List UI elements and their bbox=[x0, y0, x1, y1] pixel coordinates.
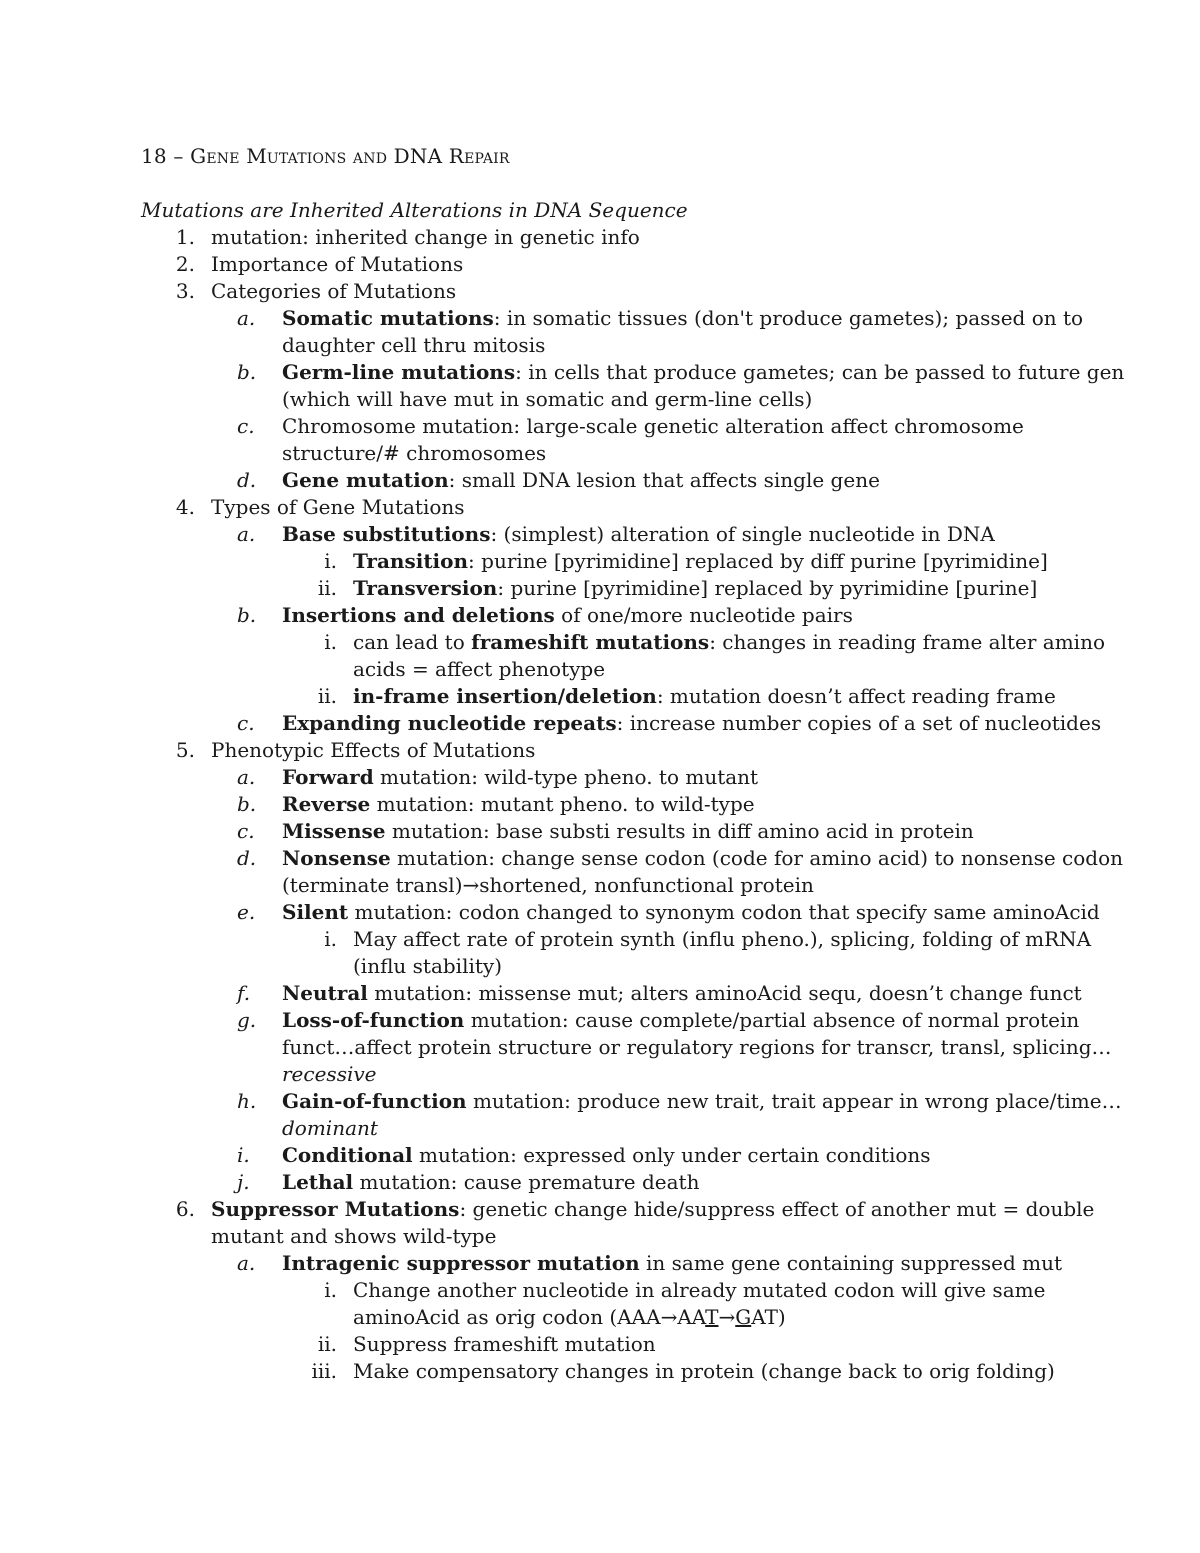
list-item: h. Gain-of-function mutation: produce new trait, trait appear in wrong place/time… bbox=[237, 1089, 1122, 1113]
list-item: g. Loss-of-function mutation: cause complete/partial absence of normal protein bbox=[237, 1008, 1080, 1032]
list-item: 4. Types of Gene Mutations bbox=[175, 495, 465, 519]
list-item: i. Conditional mutation: expressed only under certain conditions bbox=[237, 1143, 931, 1167]
list-item: i. Change another nucleotide in already mutated codon will give same bbox=[324, 1278, 1046, 1302]
list-item: b. Germ-line mutations: in cells that produce gametes; can be passed to future gen bbox=[237, 360, 1125, 384]
list-item-continuation: acids = affect phenotype bbox=[353, 657, 606, 681]
list-item: c. Chromosome mutation: large-scale genetic alteration affect chromosome bbox=[237, 414, 1024, 438]
list-item-continuation: (which will have mut in somatic and germ-line cells) bbox=[282, 387, 813, 411]
list-item: c. Expanding nucleotide repeats: increase number copies of a set of nucleotides bbox=[237, 711, 1102, 735]
document-title bbox=[141, 142, 1071, 170]
list-item: b. Insertions and deletions of one/more nucleotide pairs bbox=[237, 603, 853, 627]
list-item: a. Forward mutation: wild-type pheno. to mutant bbox=[237, 765, 759, 789]
list-item: i. can lead to frameshift mutations: changes in reading frame alter amino bbox=[324, 630, 1106, 654]
list-item: d. Nonsense mutation: change sense codon (code for amino acid) to nonsense codon bbox=[237, 846, 1124, 870]
list-item: e. Silent mutation: codon changed to synonym codon that specify same aminoAcid bbox=[237, 900, 1100, 924]
list-item: a. Somatic mutations: in somatic tissues (don't produce gametes); passed on to bbox=[237, 306, 1084, 330]
list-item: ii. Transversion: purine [pyrimidine] replaced by pyrimidine [purine] bbox=[317, 576, 1038, 600]
list-item-continuation: funct…affect protein structure or regulatory regions for transcr, transl, splicing… bbox=[282, 1035, 1112, 1059]
list-item: a. Base substitutions: (simplest) alteration of single nucleotide in DNA bbox=[237, 522, 995, 546]
list-item: 6. Suppressor Mutations: genetic change hide/suppress effect of another mut = double bbox=[175, 1197, 1095, 1221]
list-item-continuation: aminoAcid as orig codon (AAA→AAT→GAT) bbox=[353, 1305, 786, 1329]
list-item-continuation: (terminate transl)→shortened, nonfunctional protein bbox=[282, 873, 814, 897]
title-number: 18 – bbox=[141, 144, 191, 168]
list-item: d. Gene mutation: small DNA lesion that affects single gene bbox=[237, 468, 880, 492]
list-item: 3. Categories of Mutations bbox=[175, 279, 457, 303]
section-heading: Mutations are Inherited Alterations in DNA Sequence bbox=[141, 198, 688, 222]
list-item-continuation: (influ stability) bbox=[353, 954, 503, 978]
list-item-continuation: recessive bbox=[282, 1062, 377, 1086]
list-item: ii. in-frame insertion/deletion: mutation doesn’t affect reading frame bbox=[317, 684, 1056, 708]
list-item-continuation: daughter cell thru mitosis bbox=[282, 333, 546, 357]
list-item-continuation: dominant bbox=[282, 1116, 378, 1140]
list-item: i. May affect rate of protein synth (influ pheno.), splicing, folding of mRNA bbox=[324, 927, 1092, 951]
title-text: Gene Mutations and DNA Repair bbox=[190, 144, 510, 168]
list-item: iii. Make compensatory changes in protein (change back to orig folding) bbox=[311, 1359, 1055, 1383]
list-item: b. Reverse mutation: mutant pheno. to wild-type bbox=[237, 792, 755, 816]
list-item: i. Transition: purine [pyrimidine] replaced by diff purine [pyrimidine] bbox=[324, 549, 1048, 573]
list-item: a. Intragenic suppressor mutation in same gene containing suppressed mut bbox=[237, 1251, 1063, 1275]
list-item: j. Lethal mutation: cause premature death bbox=[237, 1170, 700, 1194]
list-item: 5. Phenotypic Effects of Mutations bbox=[175, 738, 536, 762]
list-item: c. Missense mutation: base substi results in diff amino acid in protein bbox=[237, 819, 974, 843]
document-page bbox=[141, 142, 1125, 1385]
list-item: 1. mutation: inherited change in genetic info bbox=[175, 225, 640, 249]
list-item: 2. Importance of Mutations bbox=[175, 252, 464, 276]
list-item: ii. Suppress frameshift mutation bbox=[317, 1332, 656, 1356]
list-item-continuation: structure/# chromosomes bbox=[282, 441, 547, 465]
list-item: f. Neutral mutation: missense mut; alters aminoAcid sequ, doesn’t change funct bbox=[237, 981, 1082, 1005]
list-item-continuation: mutant and shows wild-type bbox=[211, 1224, 497, 1248]
